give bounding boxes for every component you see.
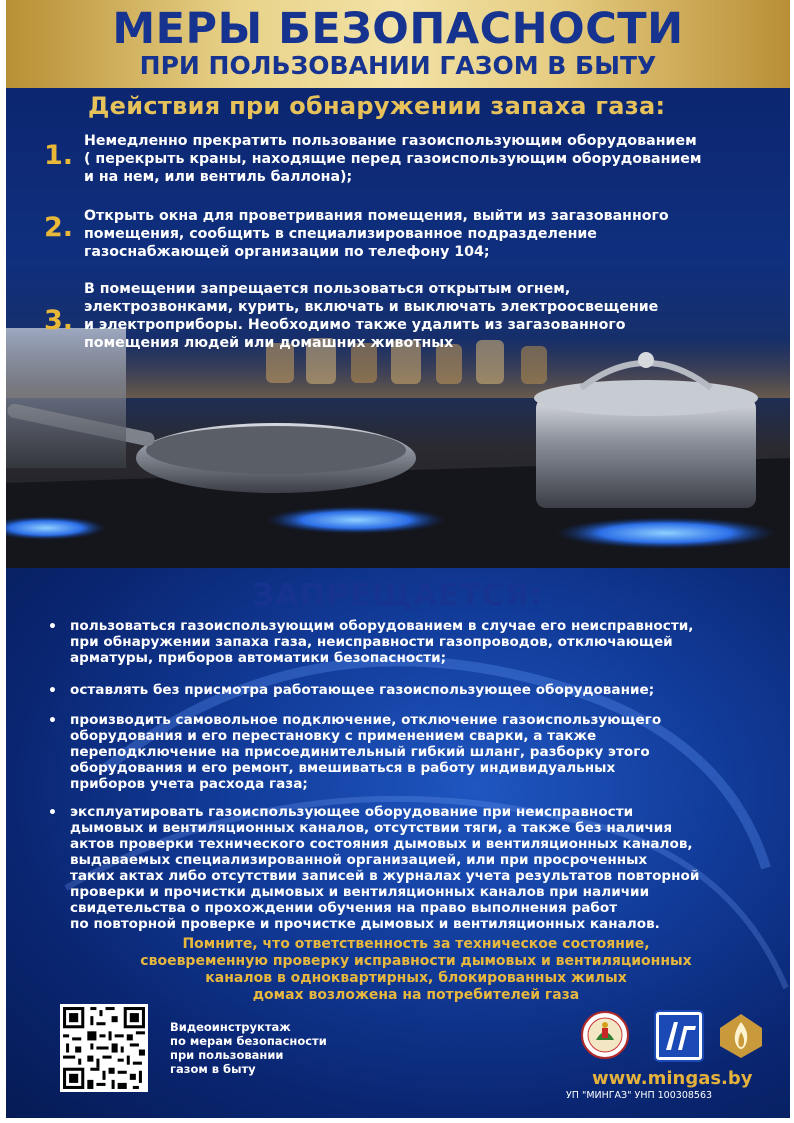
step-text <box>84 207 774 261</box>
step-number: 3. <box>44 305 74 336</box>
flame-logo-icon <box>718 1012 764 1060</box>
step-text <box>84 280 774 352</box>
step-line: помещения людей или домашних животных <box>84 335 454 351</box>
list-line: актов проверки технического состояния дымовых и вентиляционных каналов, <box>70 836 693 852</box>
step-line: газоснабжающей организации по телефону 104; <box>84 244 490 260</box>
bullet-icon: • <box>48 805 57 821</box>
qr-caption-line: по мерам безопасности <box>170 1034 327 1048</box>
qr-caption-line: газом в быту <box>170 1062 256 1076</box>
list-line: таких актах либо отсутствии записей в журналах учета результатов повторной <box>70 868 700 884</box>
remember-line: своевременную проверку исправности дымовых и вентиляционных <box>140 953 692 969</box>
remember-line: Помните, что ответственность за техническое состояние, <box>182 936 650 952</box>
step-line: В помещении запрещается пользоваться открытым огнем, <box>84 281 571 297</box>
remember-line: домах возложена на потребителей газа <box>252 987 580 1003</box>
step-number: 2. <box>44 212 74 243</box>
list-item-text <box>70 618 750 666</box>
list-line: оборудования и его ремонт, вмешиваться в работу индивидуальных <box>70 760 616 776</box>
step-line: Немедленно прекратить пользование газоиспользующим оборудованием <box>84 133 697 149</box>
list-line: оставлять без присмотра работающее газоиспользующее оборудование; <box>70 682 655 698</box>
qr-code-icon <box>60 1004 148 1092</box>
step-number: 1. <box>44 140 74 171</box>
qr-code[interactable] <box>60 1004 148 1092</box>
list-line: при обнаружении запаха газа, неисправности газопроводов, отключающей <box>70 634 673 650</box>
step-line: ( перекрыть краны, находящие перед газоиспользующим оборудованием <box>84 151 702 167</box>
bullet-icon: • <box>48 683 57 699</box>
list-item-text <box>70 712 750 792</box>
bullet-icon: • <box>48 713 57 729</box>
qr-caption-line: при пользовании <box>170 1048 284 1062</box>
poster <box>6 0 790 1118</box>
list-line: по повторной проверке и прочистке дымовых и вентиляционных каналов. <box>70 916 660 932</box>
mingas-logo-icon <box>654 1010 704 1062</box>
list-line: проверки и прочистки дымовых и вентиляционных каналов при наличии <box>70 884 650 900</box>
qr-caption <box>170 1020 330 1076</box>
list-line: производить самовольное подключение, отключение газоиспользующего <box>70 712 662 728</box>
remember-notice <box>126 936 706 1004</box>
list-line: приборов учета расхода газа; <box>70 776 308 792</box>
forbidden-heading: ЗАПРЕЩАЕТСЯ: <box>252 578 544 613</box>
page-title: МЕРЫ БЕЗОПАСНОСТИ <box>112 4 684 54</box>
list-line: арматуры, приборов автоматики безопасности; <box>70 650 447 666</box>
list-line: свидетельства о прохождении обучения на право выполнения работ <box>70 900 618 916</box>
company-info: УП "МИНГАЗ" УНП 100308563 <box>566 1090 713 1101</box>
bullet-icon: • <box>48 619 57 635</box>
list-line: эксплуатировать газоиспользующее оборудование при неисправности <box>70 804 634 820</box>
step-line: и электроприборы. Необходимо также удалить из загазованного <box>84 317 626 333</box>
step-line: Открыть окна для проветривания помещения, выйти из загазованного <box>84 208 669 224</box>
website-link[interactable]: www.mingas.by <box>592 1068 753 1089</box>
header-band <box>6 0 790 88</box>
step-text <box>84 132 774 186</box>
qr-caption-line: Видеоинструктаж <box>170 1020 291 1034</box>
list-item-text <box>70 804 750 932</box>
list-line: оборудования и его перестановку с применением сварки, а также <box>70 728 597 744</box>
list-item-text <box>70 682 750 698</box>
step-line: помещения, сообщить в специализированное подразделение <box>84 226 597 242</box>
step-line: и на нем, или вентиль баллона); <box>84 169 353 185</box>
emblem-icon <box>580 1010 630 1060</box>
list-line: выдаваемых специализированной организацией, или при просроченных <box>70 852 648 868</box>
remember-line: каналов в одноквартирных, блокированных жилых <box>205 970 627 986</box>
list-line: дымовых и вентиляционных каналов, отсутствии тяги, а также без наличия <box>70 820 673 836</box>
list-line: переподключение на присоединительный гибкий шланг, разборку этого <box>70 744 650 760</box>
actions-heading: Действия при обнаружении запаха газа: <box>88 92 666 120</box>
page-subtitle: ПРИ ПОЛЬЗОВАНИИ ГАЗОМ В БЫТУ <box>139 51 657 80</box>
list-line: пользоваться газоиспользующим оборудованием в случае его неисправности, <box>70 618 694 634</box>
step-line: электрозвонками, курить, включать и выключать электроосвещение <box>84 299 659 315</box>
